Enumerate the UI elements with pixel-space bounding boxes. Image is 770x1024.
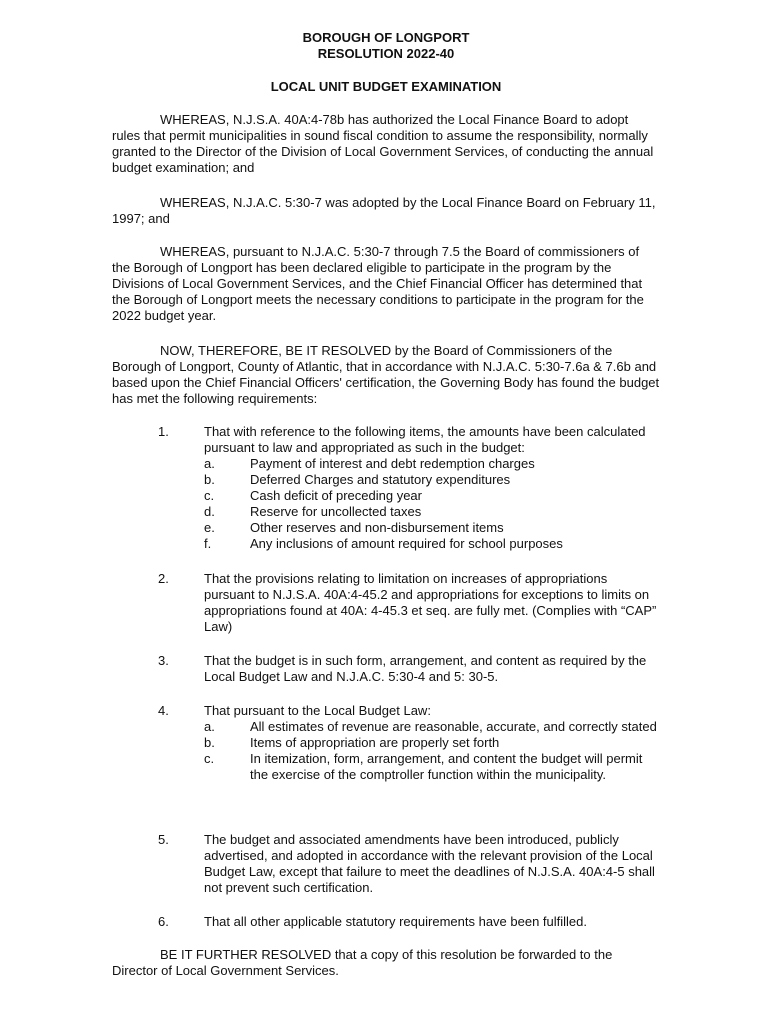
item-text: That the provisions relating to limitation on increases of appropriations pursuant to N.J.S.A. 40A:4-45.2 and appropriations for exceptions to limits on appropriations found at 40A: 4-45.3 et seq. are fully met. (Complies with “CAP” Law) <box>204 571 657 634</box>
resolved-paragraph: NOW, THEREFORE, BE IT RESOLVED by the Board of Commissioners of the Borough of Longport, County of Atlantic, that in accordance with N.J.A.C. 5:30-7.6a & 7.6b and based upon the Chief Financial Officers' certification, the Governing Body has found the budget has met the following requirements: <box>112 343 660 406</box>
sub-item: a. Payment of interest and debt redemption charges <box>204 456 535 471</box>
item-text: The budget and associated amendments have been introduced, publicly advertised, and adopted in accordance with the relevant provision of the Local Budget Law, except that failure to meet the deadlines of N.J.S.A. 40A:4-5 shall not prevent such certification. <box>204 832 655 895</box>
sub-item: b. Deferred Charges and statutory expenditures <box>204 472 511 487</box>
closing-paragraph: BE IT FURTHER RESOLVED that a copy of this resolution be forwarded to the Director of Local Government Services. <box>112 947 613 978</box>
item-number: 1. <box>158 424 169 439</box>
sub-item: b. Items of appropriation are properly set forth <box>204 735 500 750</box>
item-number: 4. <box>158 703 169 718</box>
sub-item: d. Reserve for uncollected taxes <box>204 504 422 519</box>
sub-item: c. In itemization, form, arrangement, and content the budget will permit the exercise of the comptroller function within the municipality. <box>204 751 643 782</box>
sub-item: c. Cash deficit of preceding year <box>204 488 422 503</box>
sub-item: e. Other reserves and non-disbursement items <box>204 520 504 535</box>
sub-item: f. Any inclusions of amount required for school purposes <box>204 536 563 551</box>
item-number: 2. <box>158 571 169 586</box>
whereas-paragraph-2: WHEREAS, N.J.A.C. 5:30-7 was adopted by the Local Finance Board on February 11, 1997; and <box>112 195 656 226</box>
item-body <box>204 703 658 783</box>
item-text: That pursuant to the Local Budget Law: <box>204 703 431 718</box>
item-text: That the budget is in such form, arrangement, and content as required by the Local Budget Law and N.J.A.C. 5:30-4 and 5: 30-5. <box>204 653 647 684</box>
document-title: LOCAL UNIT BUDGET EXAMINATION <box>270 79 502 94</box>
item-number: 5. <box>158 832 169 847</box>
resolution-number: RESOLUTION 2022-40 <box>317 46 455 61</box>
item-number: 3. <box>158 653 169 668</box>
item-number: 6. <box>158 914 169 929</box>
item-text: That with reference to the following items, the amounts have been calculated pursuant to law and appropriated as such in the budget: <box>204 424 646 455</box>
sub-item: a. All estimates of revenue are reasonable, accurate, and correctly stated <box>204 719 657 734</box>
whereas-paragraph-1: WHEREAS, N.J.S.A. 40A:4-78b has authorized the Local Finance Board to adopt rules that permit municipalities in sound fiscal condition to assume the responsibility, normally granted to the Director of the Division of Local Government Services, of conducting the annual budget examination; and <box>112 112 654 175</box>
borough-heading: BOROUGH OF LONGPORT <box>302 30 470 45</box>
whereas-paragraph-3: WHEREAS, pursuant to N.J.A.C. 5:30-7 through 7.5 the Board of commissioners of the Borough of Longport has been declared eligible to participate in the program by the Divisions of Local Government Services, and the Chief Financial Officer has determined that the Borough of Longport meets the necessary conditions to participate in the program for the 2022 budget year. <box>112 244 644 323</box>
item-body <box>204 424 658 552</box>
item-text: That all other applicable statutory requirements have been fulfilled. <box>204 914 587 929</box>
